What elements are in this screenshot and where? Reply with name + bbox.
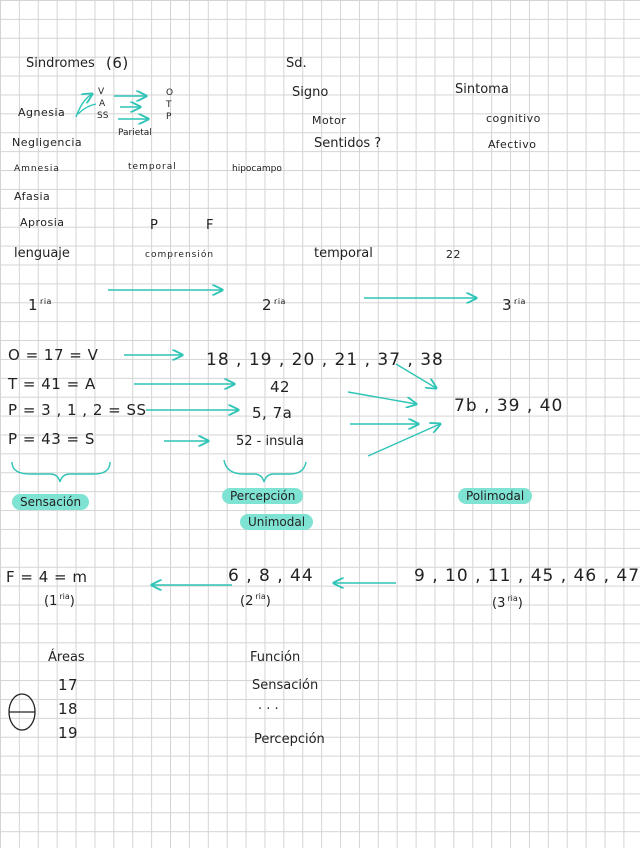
lang-p: P xyxy=(150,218,158,233)
syndrome-agnesia: Agnesia xyxy=(18,106,66,119)
syndrome-aprosia: Aprosia xyxy=(20,216,65,229)
label-signo: Signo xyxy=(292,85,329,100)
lang-f: F xyxy=(206,218,214,233)
sensation-row-p1: P = 3 , 1 , 2 = SS xyxy=(8,401,147,419)
label-sentidos: Sentidos ? xyxy=(314,136,382,151)
level-third: 3 $^{ria}$ xyxy=(502,296,526,314)
title-sindromes-count: (6) xyxy=(106,54,129,72)
perception-visual: 18 , 19 , 20 , 21 , 37 , 38 xyxy=(206,350,444,370)
syndrome-lenguaje: lenguaje xyxy=(14,246,70,261)
arrow-poly-2 xyxy=(348,392,416,404)
motor-secondary: 6 , 8 , 44 xyxy=(228,566,314,586)
sense-v: V xyxy=(98,87,105,97)
motor-primary-level: (1 $^{ria}$) xyxy=(44,592,75,609)
lang-temporal: temporal xyxy=(314,246,373,261)
perception-insula: 52 - insula xyxy=(236,434,304,449)
lobe-hipocampo: hipocampo xyxy=(232,164,282,174)
table-function-header: Función xyxy=(250,650,301,665)
category-polimodal: Polimodal xyxy=(458,488,532,504)
category-sensacion: Sensación xyxy=(12,494,89,510)
label-sd: Sd. xyxy=(286,56,307,71)
table-areas-header: Áreas xyxy=(48,650,85,665)
brace-perception xyxy=(224,460,306,482)
syndrome-afasia: Afasia xyxy=(14,190,51,203)
polymodal-areas: 7b , 39 , 40 xyxy=(454,396,564,416)
perception-somatic: 5, 7a xyxy=(252,404,293,422)
label-motor: Motor xyxy=(312,114,347,127)
sensation-row-p2: P = 43 = S xyxy=(8,430,95,448)
syndrome-amnesia: Amnesia xyxy=(14,164,60,174)
title-sindromes: Sindromes xyxy=(26,56,95,71)
lang-number: 22 xyxy=(446,248,461,261)
sensation-row-o: O = 17 = V xyxy=(8,346,99,364)
table-function-1: Sensación xyxy=(252,678,319,693)
category-percepcion: Percepción xyxy=(222,488,303,504)
motor-secondary-level: (2 $^{ria}$) xyxy=(240,592,271,609)
sense-ss: SS xyxy=(97,111,109,121)
level-first: 1 $^{ria}$ xyxy=(28,296,52,314)
label-afectivo: Afectivo xyxy=(488,138,537,151)
table-function-2: · · · xyxy=(258,702,279,717)
label-sintoma: Sintoma xyxy=(455,82,509,97)
motor-tertiary: 9 , 10 , 11 , 45 , 46 , 47 xyxy=(414,566,640,586)
table-area-3: 19 xyxy=(58,724,79,742)
sensation-row-t: T = 41 = A xyxy=(8,375,96,393)
syndrome-negligencia: Negligencia xyxy=(12,136,83,149)
lobe-parietal: Parietal xyxy=(118,128,152,138)
brace-sensation xyxy=(12,462,110,482)
lang-comprension: comprensión xyxy=(145,250,215,260)
category-unimodal: Unimodal xyxy=(240,514,313,530)
table-function-3: Percepción xyxy=(254,732,325,747)
sense-o: O xyxy=(166,88,174,98)
motor-primary: F = 4 = m xyxy=(6,568,88,586)
level-second: 2 $^{ria}$ xyxy=(262,296,286,314)
sense-a: A xyxy=(99,99,106,109)
sense-p: P xyxy=(166,112,172,122)
table-area-1: 17 xyxy=(58,676,79,694)
arrow-poly-4 xyxy=(368,424,440,456)
perception-auditory: 42 xyxy=(270,378,291,396)
sense-t: T xyxy=(166,100,172,110)
motor-tertiary-level: (3 $^{ria}$) xyxy=(492,594,523,611)
label-cognitivo: cognitivo xyxy=(486,112,541,125)
table-area-2: 18 xyxy=(58,700,79,718)
lobe-temporal: temporal xyxy=(128,162,177,172)
